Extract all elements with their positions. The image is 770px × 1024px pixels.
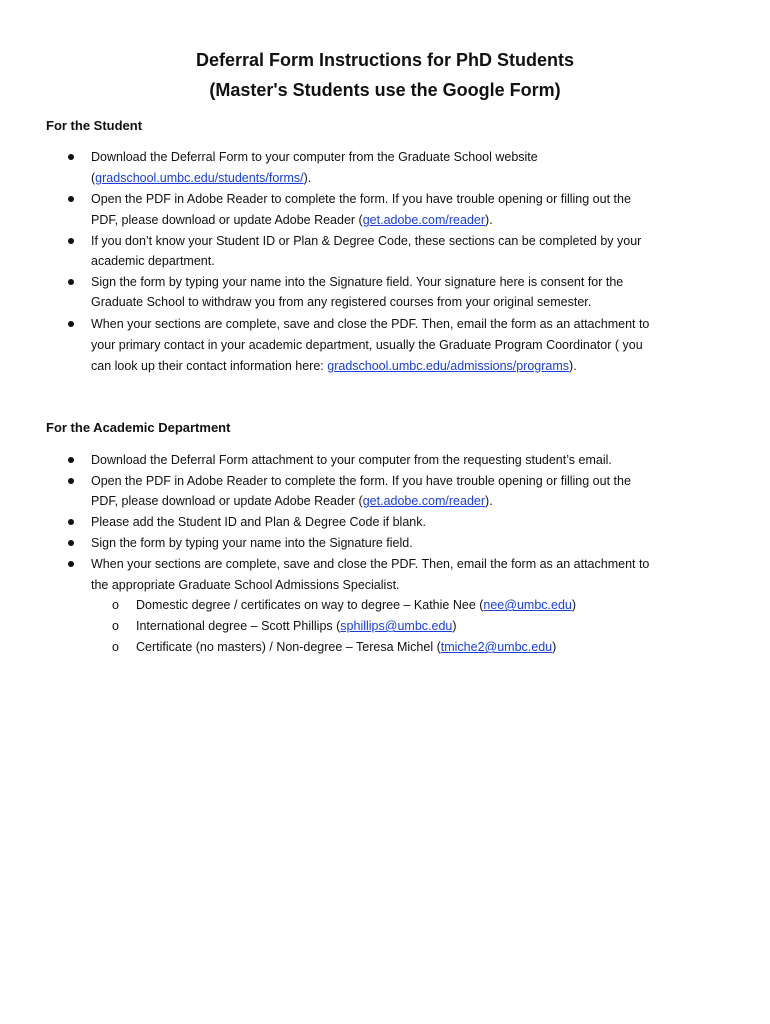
forms-link[interactable]: gradschool.umbc.edu/students/forms/ bbox=[95, 171, 304, 185]
department-section-heading: For the Academic Department bbox=[46, 420, 231, 435]
bullet-icon bbox=[68, 540, 74, 546]
bullet-icon bbox=[68, 321, 74, 327]
sub-bullet-icon: o bbox=[112, 619, 119, 633]
department-item-1-line-1: Download the Deferral Form attachment to your computer from the requesting student’s email. bbox=[91, 453, 612, 467]
contact-certificate bbox=[136, 638, 556, 656]
adobe-reader-link[interactable]: get.adobe.com/reader bbox=[362, 494, 486, 508]
student-item-5-line-1: When your sections are complete, save and close the PDF. Then, email the form as an attachment to bbox=[91, 317, 650, 331]
department-item-4-line-1: Sign the form by typing your name into the Signature field. bbox=[91, 536, 413, 550]
student-item-1-line-2 bbox=[91, 169, 311, 187]
adobe-reader-link[interactable]: get.adobe.com/reader bbox=[362, 213, 486, 227]
contact-international bbox=[136, 617, 457, 635]
bullet-icon bbox=[68, 154, 74, 160]
bullet-icon bbox=[68, 196, 74, 202]
contact-domestic bbox=[136, 596, 576, 614]
text: Domestic degree / certificates on way to degree – Kathie Nee ( bbox=[136, 598, 484, 612]
student-item-2-line-1: Open the PDF in Adobe Reader to complete the form. If you have trouble opening or filling out the bbox=[91, 192, 631, 206]
student-item-3-line-2: academic department. bbox=[91, 254, 215, 268]
student-item-5-line-3 bbox=[91, 357, 577, 375]
text: Certificate (no masters) / Non-degree – Teresa Michel ( bbox=[136, 640, 441, 654]
bullet-icon bbox=[68, 457, 74, 463]
text: ) bbox=[571, 598, 577, 612]
sub-bullet-icon: o bbox=[112, 640, 119, 654]
text: International degree – Scott Phillips ( bbox=[136, 619, 341, 633]
email-link-sphillips[interactable]: sphillips@umbc.edu bbox=[340, 619, 453, 633]
document-subtitle: (Master's Students use the Google Form) bbox=[209, 80, 561, 100]
email-link-tmiche2[interactable]: tmiche2@umbc.edu bbox=[440, 640, 553, 654]
text: ) bbox=[452, 619, 457, 633]
student-item-4-line-1: Sign the form by typing your name into the Signature field. Your signature here is consent for the bbox=[91, 275, 624, 289]
text: ). bbox=[303, 171, 312, 185]
text: ). bbox=[485, 494, 493, 508]
department-item-2-line-1: Open the PDF in Adobe Reader to complete the form. If you have trouble opening or filling out the bbox=[91, 474, 631, 488]
department-item-5-line-2: the appropriate Graduate School Admissions Specialist. bbox=[91, 578, 400, 592]
document-title: Deferral Form Instructions for PhD Students bbox=[195, 50, 575, 70]
student-item-3-line-1: If you don’t know your Student ID or Plan & Degree Code, these sections can be completed by your bbox=[91, 234, 642, 248]
bullet-icon bbox=[68, 478, 74, 484]
bullet-icon bbox=[68, 238, 74, 244]
department-item-3-line-1: Please add the Student ID and Plan & Degree Code if blank. bbox=[91, 515, 426, 529]
text: ). bbox=[485, 213, 493, 227]
email-link-nee[interactable]: nee@umbc.edu bbox=[483, 598, 572, 612]
student-item-2-line-2 bbox=[91, 211, 493, 229]
student-item-4-line-2: Graduate School to withdraw you from any registered courses from your original semester. bbox=[91, 295, 592, 309]
bullet-icon bbox=[68, 561, 74, 567]
text: PDF, please download or update Adobe Reader ( bbox=[91, 494, 363, 508]
student-item-5-line-2: your primary contact in your academic department, usually the Graduate Program Coordinator ( you bbox=[91, 338, 643, 352]
text: can look up their contact information here: bbox=[91, 359, 328, 373]
text: ( bbox=[91, 171, 96, 185]
bullet-icon bbox=[68, 279, 74, 285]
text: ) bbox=[552, 640, 557, 654]
student-section-heading: For the Student bbox=[46, 118, 143, 133]
department-item-5-line-1: When your sections are complete, save and close the PDF. Then, email the form as an attachment to bbox=[91, 557, 650, 571]
bullet-icon bbox=[68, 519, 74, 525]
text: PDF, please download or update Adobe Reader ( bbox=[91, 213, 363, 227]
department-item-2-line-2 bbox=[91, 492, 493, 510]
text: ). bbox=[569, 359, 577, 373]
programs-link[interactable]: gradschool.umbc.edu/admissions/programs bbox=[327, 359, 570, 373]
sub-bullet-icon: o bbox=[112, 598, 119, 612]
student-item-1-line-1: Download the Deferral Form to your computer from the Graduate School website bbox=[91, 150, 538, 164]
